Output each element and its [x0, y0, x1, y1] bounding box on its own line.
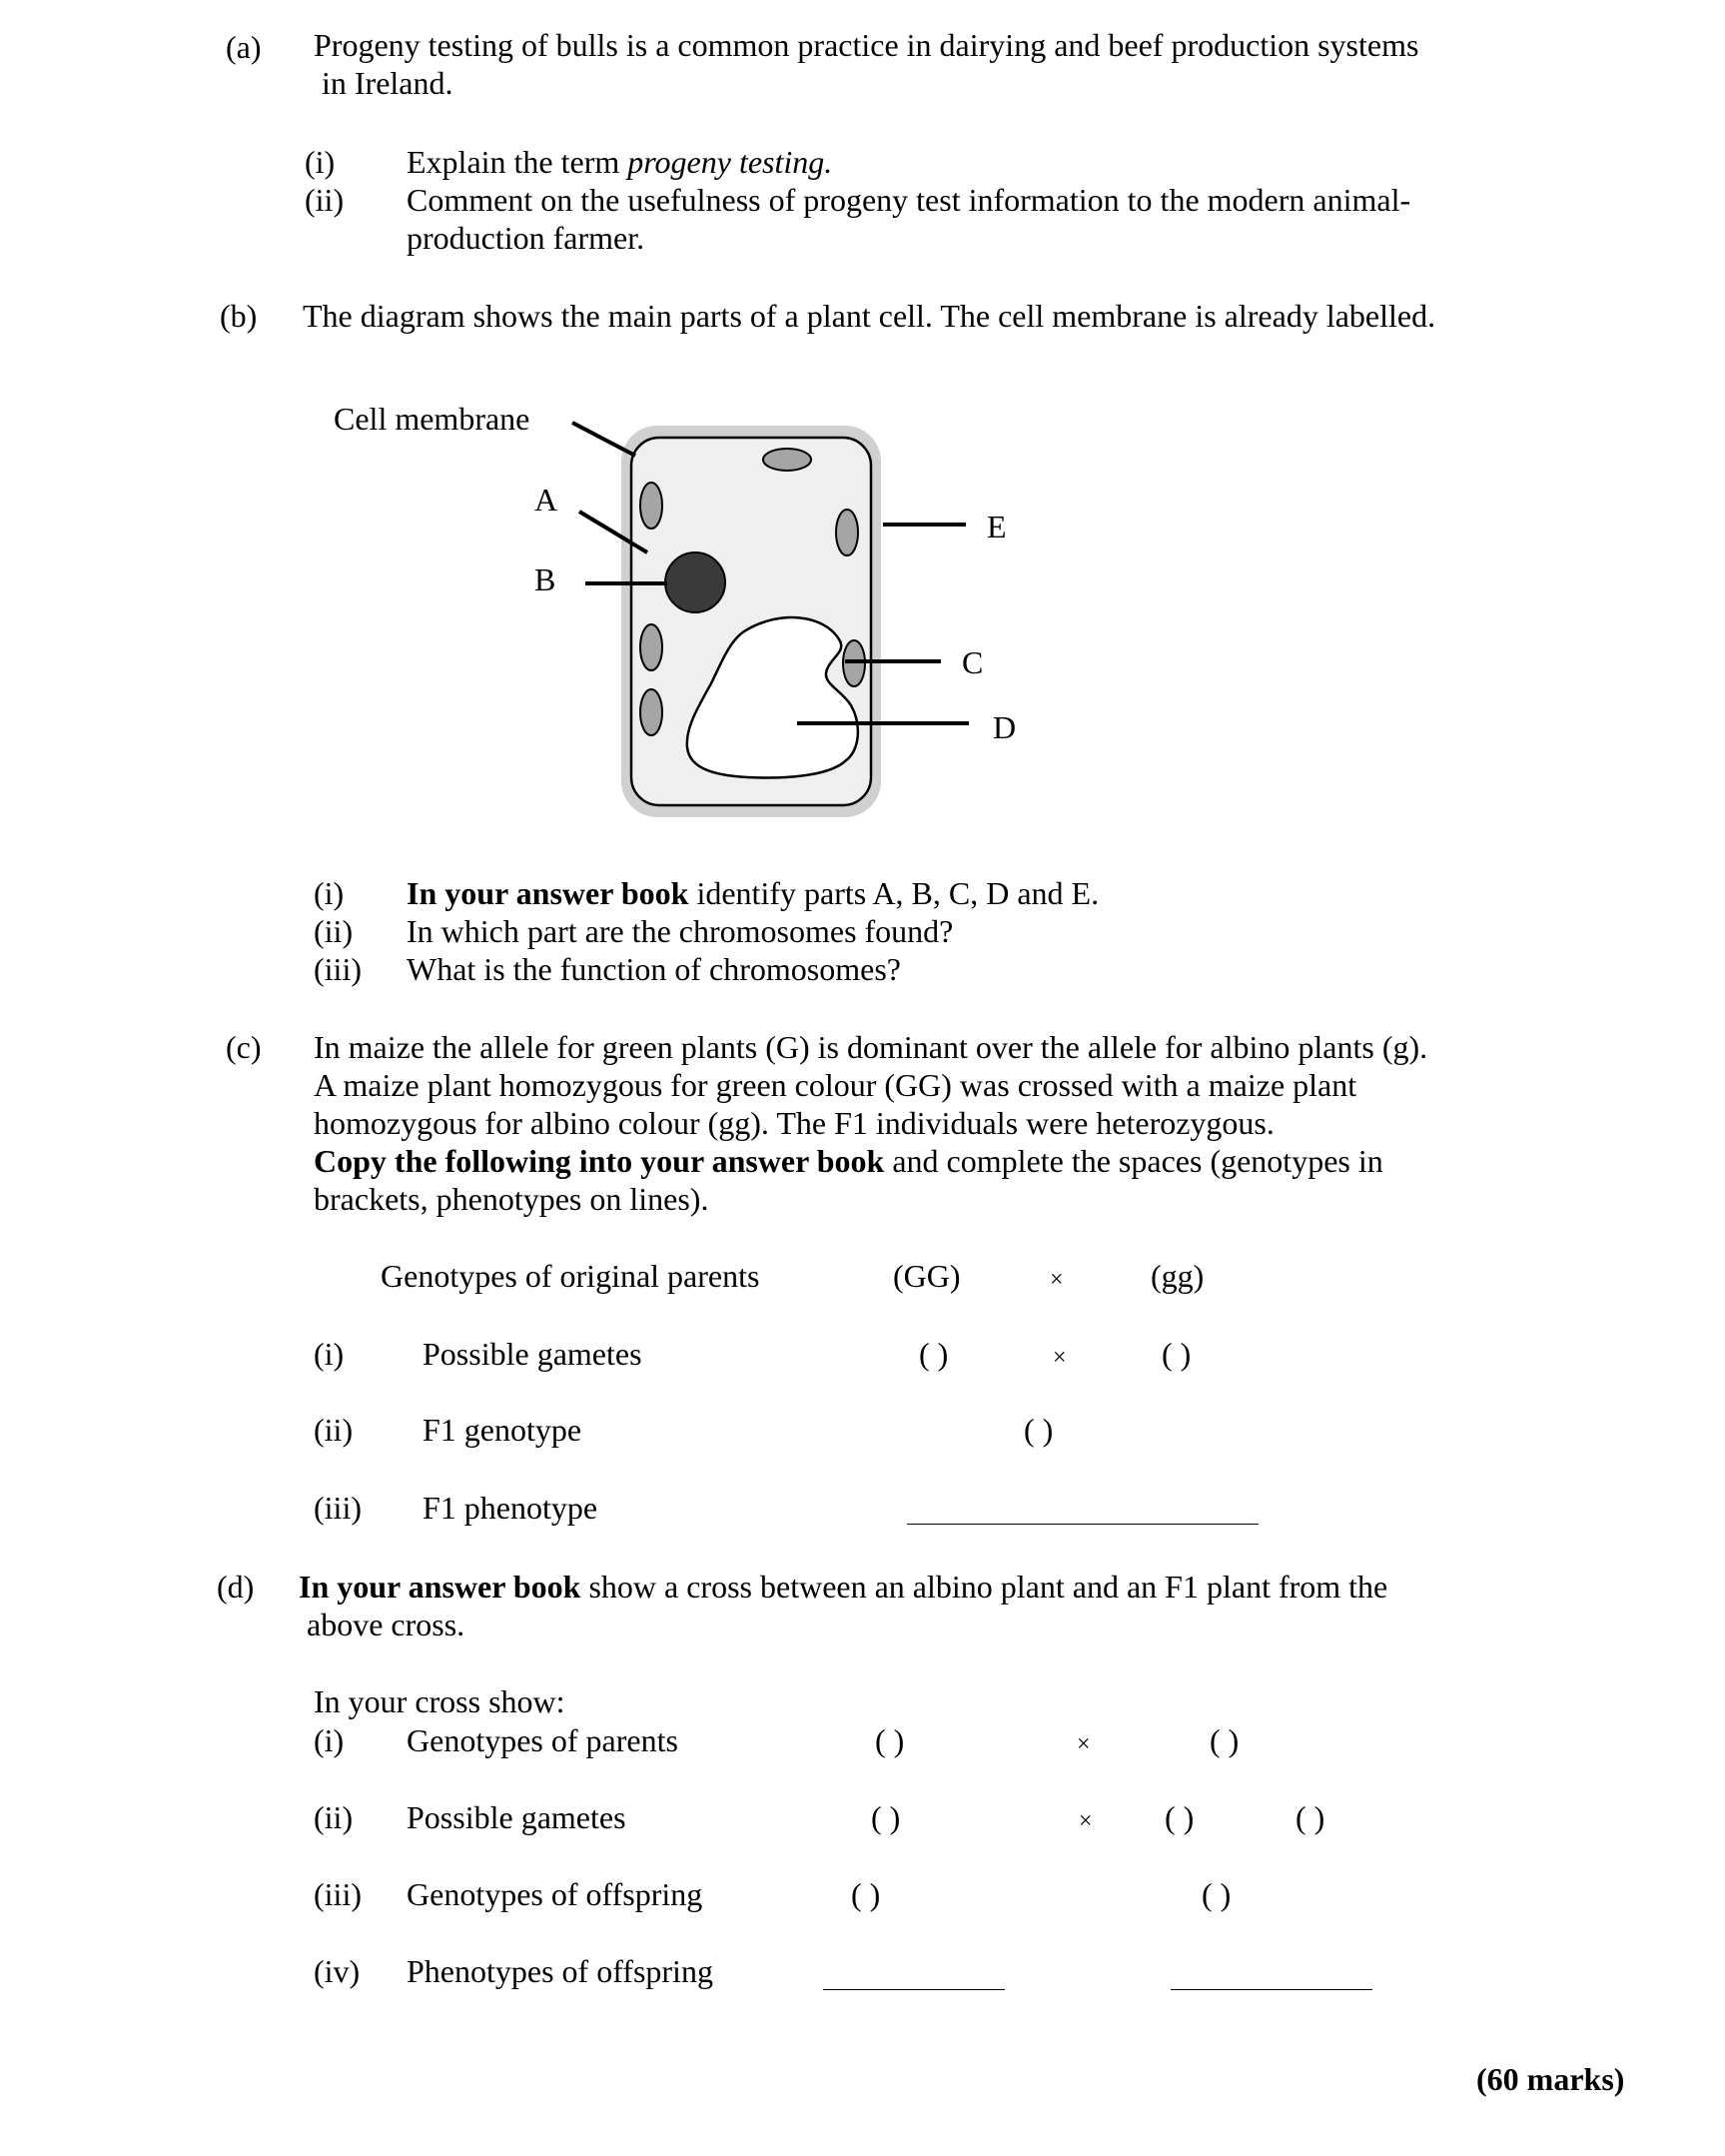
gametes-blank-2: ( ): [1165, 1799, 1195, 1835]
gamete-blank-1: ( ): [919, 1336, 949, 1372]
membrane-leader-line: [572, 423, 635, 456]
part-a-q2-number: (ii): [305, 182, 345, 218]
part-d-r3-number: (iii): [314, 1876, 362, 1912]
part-b-q3-text: What is the function of chromosomes?: [407, 951, 901, 987]
parents-genotype-blank-2: ( ): [1210, 1722, 1240, 1758]
part-c-line4: [314, 1142, 1383, 1180]
part-d-line1-bold: In your answer book: [299, 1569, 581, 1605]
part-d-r2-number: (ii): [314, 1799, 354, 1835]
part-a-q1-text-prefix: Explain the term: [407, 144, 628, 180]
cell-membrane-label: Cell membrane: [334, 401, 530, 437]
cross-symbol: ×: [1077, 1731, 1091, 1757]
part-b-q2-text: In which part are the chromosomes found?: [407, 913, 954, 949]
part-b-q2-number: (ii): [314, 913, 354, 949]
parents-genotype-blank-1: ( ): [875, 1722, 905, 1758]
offspring-phenotype-answer-line-2: [1171, 1989, 1372, 1990]
parent2-genotype: (gg): [1151, 1258, 1205, 1294]
part-a-q2-line2: production farmer.: [407, 220, 645, 256]
part-c-line4-bold: Copy the following into your answer book: [314, 1143, 885, 1179]
part-c-line3: homozygous for albino colour (gg). The F1 individuals were heterozygous.: [314, 1105, 1275, 1141]
part-c-line2: A maize plant homozygous for green colour (GG) was crossed with a maize plant: [314, 1067, 1357, 1103]
part-b-label: (b): [220, 298, 258, 334]
part-a-intro-line1: Progeny testing of bulls is a common practice in dairying and beef production systems: [314, 27, 1419, 63]
part-a-label: (a): [226, 29, 262, 65]
chloroplast: [640, 483, 662, 529]
total-marks: (60 marks): [1476, 2061, 1625, 2097]
chloroplast: [836, 510, 858, 555]
part-d-r4-label: Phenotypes of offspring: [407, 1953, 713, 1989]
diagram-label-a: A: [534, 482, 558, 518]
diagram-label-d: D: [993, 709, 1017, 745]
part-c-line5: brackets, phenotypes on lines).: [314, 1181, 709, 1217]
part-b-q3-number: (iii): [314, 951, 362, 987]
chloroplast: [640, 689, 662, 735]
diagram-label-b: B: [534, 561, 556, 597]
original-parents-label: Genotypes of original parents: [381, 1258, 760, 1294]
diagram-label-c: C: [962, 644, 984, 680]
part-b-q1-bold: In your answer book: [407, 875, 689, 911]
offspring-genotype-blank-1: ( ): [851, 1876, 881, 1912]
part-d-intro: In your cross show:: [314, 1683, 565, 1719]
part-b-intro: The diagram shows the main parts of a plant cell. The cell membrane is already labelled.: [303, 298, 1436, 334]
f1-genotype-blank: ( ): [1024, 1412, 1054, 1448]
part-c-r3-number: (iii): [314, 1490, 362, 1526]
part-c-line4-rest: and complete the spaces (genotypes in: [884, 1143, 1383, 1179]
cross-symbol: ×: [1053, 1345, 1067, 1371]
part-c-line1: In maize the allele for green plants (G) is dominant over the allele for albino plants (g).: [314, 1029, 1428, 1065]
gamete-blank-2: ( ): [1162, 1336, 1192, 1372]
offspring-genotype-blank-2: ( ): [1202, 1876, 1232, 1912]
chloroplast: [640, 624, 662, 670]
part-b-q1-text: [407, 874, 1099, 912]
part-c-r1-number: (i): [314, 1336, 345, 1372]
gametes-blank-1: ( ): [871, 1799, 901, 1835]
part-d-r4-number: (iv): [314, 1953, 361, 1989]
gametes-blank-3: ( ): [1295, 1799, 1325, 1835]
part-c-label: (c): [226, 1029, 262, 1065]
part-a-intro-line2: in Ireland.: [322, 65, 453, 101]
part-c-r1-label: Possible gametes: [423, 1336, 642, 1372]
part-d-line2: above cross.: [307, 1607, 465, 1642]
part-c-r2-number: (ii): [314, 1412, 354, 1448]
part-d-r3-label: Genotypes of offspring: [407, 1876, 703, 1912]
part-a-q1-text-italic: progeny testing.: [627, 144, 833, 180]
part-d-r2-label: Possible gametes: [407, 1799, 626, 1835]
part-c-r2-label: F1 genotype: [423, 1412, 582, 1448]
part-c-r3-label: F1 phenotype: [423, 1490, 598, 1526]
parent1-genotype: (GG): [893, 1258, 961, 1294]
part-b-q1-rest: identify parts A, B, C, D and E.: [688, 875, 1100, 911]
part-a-q1-number: (i): [305, 144, 336, 180]
cross-symbol: ×: [1050, 1267, 1064, 1293]
part-d-r1-label: Genotypes of parents: [407, 1722, 678, 1758]
part-d-r1-number: (i): [314, 1722, 345, 1758]
f1-phenotype-answer-line: [907, 1524, 1259, 1525]
part-a-q2-line1: Comment on the usefulness of progeny test information to the modern animal-: [407, 182, 1411, 218]
part-d-label: (d): [217, 1569, 255, 1605]
chloroplast: [763, 449, 811, 471]
part-d-line1: [299, 1568, 1387, 1606]
part-d-line1-rest: show a cross between an albino plant and an F1 plant from the: [580, 1569, 1388, 1605]
part-b-q1-number: (i): [314, 875, 345, 911]
nucleus: [665, 552, 725, 612]
diagram-label-e: E: [987, 509, 1007, 544]
cross-symbol: ×: [1079, 1808, 1093, 1834]
offspring-phenotype-answer-line-1: [823, 1989, 1005, 1990]
